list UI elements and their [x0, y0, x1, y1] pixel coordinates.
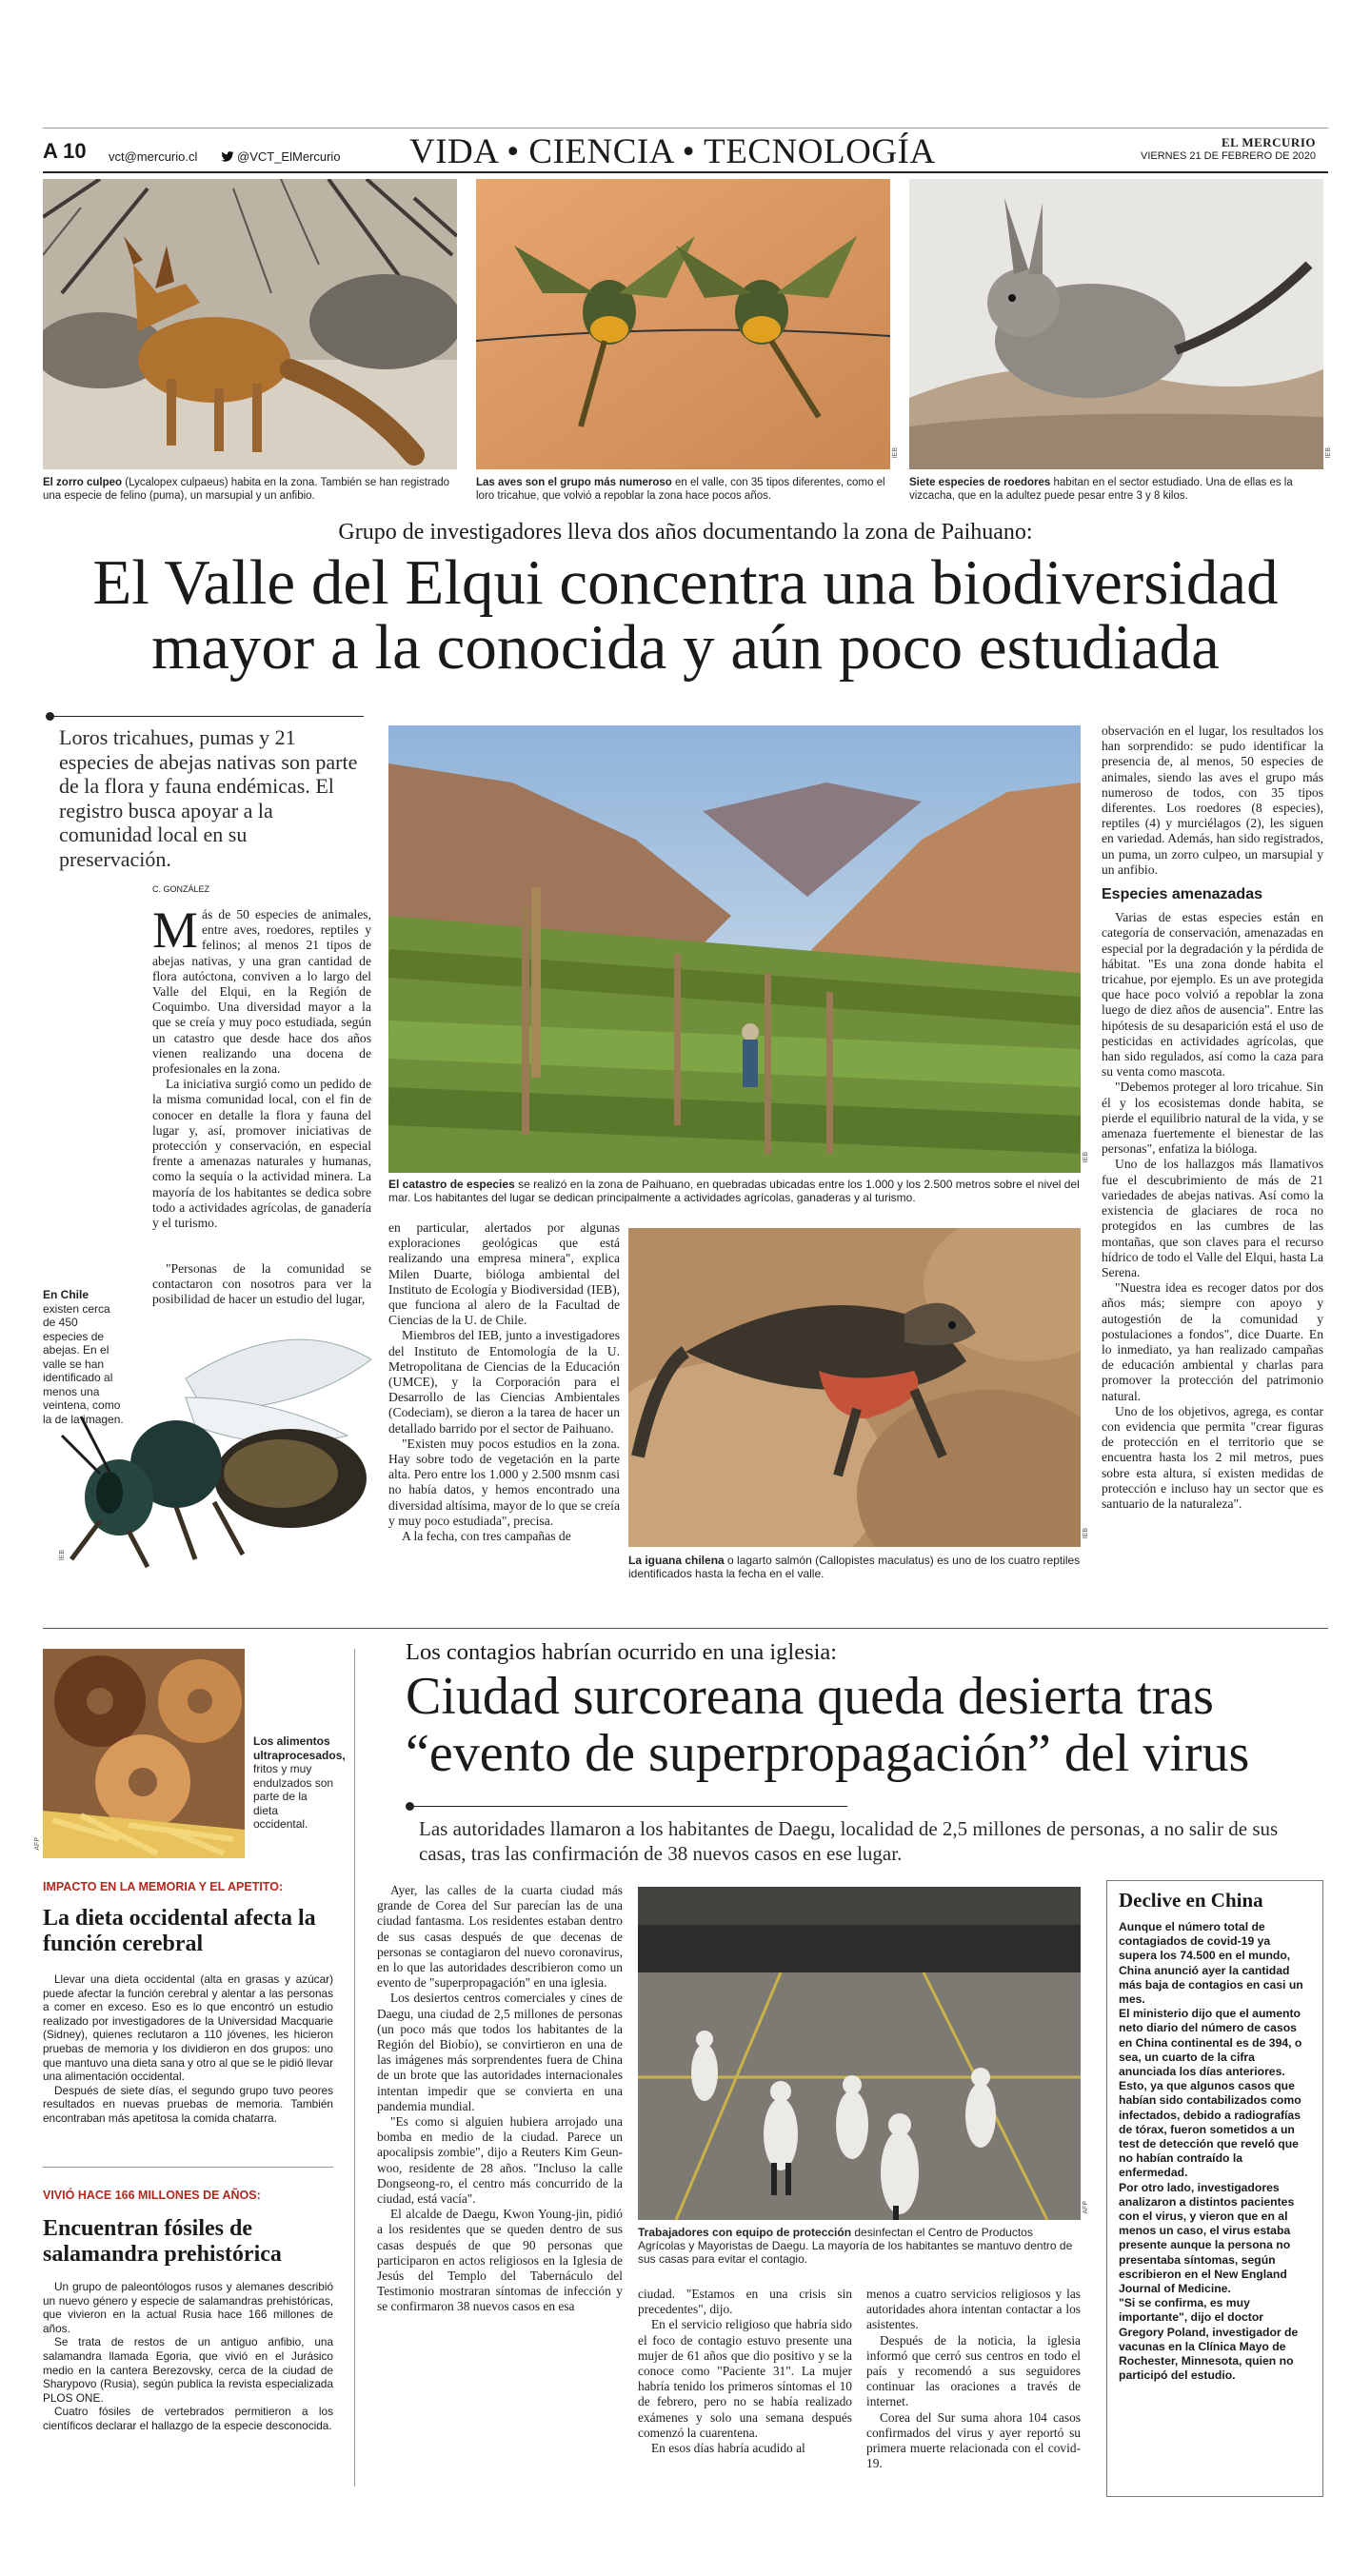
main-headline-line2: mayor a la conocida y aún poco estudiada — [151, 612, 1220, 683]
iguana-credit: IEB — [1083, 1528, 1089, 1539]
sidebar-vertical-rule — [354, 1649, 355, 2487]
deck-rule — [50, 716, 364, 717]
vizcacha-credit: IEB — [1325, 447, 1332, 459]
brief2-body: Un grupo de paleontólogos rusos y alemanes describió un nuevo género y especie de salamandras prehistóricas, que vivieron en la actual Rusia hace 166 millones de años. Se trata de restos de un antiguo anfibio, una salamandra llamada Egoria, que vivió en el Jurásico medio en la cantera Berezovsky, cerca de la ciudad de Sharypovo (Rusia), según publica la revista especializada PLOS ONE. Cuatro fósiles de vertebrados permitieron a los científicos declarar el hallazgo de la especie desconocida. — [43, 2280, 333, 2432]
daegu-photo — [638, 1887, 1081, 2220]
korea-col1: Ayer, las calles de la cuarta ciudad más grande de Corea del Sur parecían las de una ciudad fantasma. Los residentes estaban dentro de sus casas después de que decenas de personas se contagiaron del nuevo coronavirus, en lo que las autoridades describieron como un evento de "superpropagación" en una iglesia. Los desiertos centros comerciales y cines de Daegu, una ciudad de 2,5 millones de personas (un poco más que todos los habitantes de la Región del Biobío), se convirtieron en una de las imágenes más sorprendentes fuera de China de un brote que las autoridades internacionales intentan impedir que se convierta en una pandemia mundial. "Es como si alguien hubiera arrojado una bomba en medio de la ciudad. Parece un apocalipsis zombie", dijo a Reuters Kim Geun-woo, residente de 28 años. "Incluso la calle Dongseong-ro, el centro más concurrido de la ciudad, está vacía". El alcalde de Daegu, Kwon Young-jin, pidió a los residentes que se queden dentro de sus casas después de que 90 personas que participaron en actos religiosos en la Iglesia de Jesús del Templo del Tabernáculo del Testimonio mostraran síntomas de infección y se confirmaron 38 nuevos casos en esa — [377, 1883, 623, 2314]
deck-bullet — [46, 712, 54, 721]
brief1-body: Llevar una dieta occidental (alta en grasas y azúcar) puede afectar la función cerebral y alentar a las personas a comer en exceso. Eso es lo que encontró un estudio realizado por investigadores de la Universidad Macquarie (Sidney), quienes reclutaron a 110 jóvenes, les hicieron pruebas de memoria y los dividieron en dos grupos: uno que mantuvo una dieta sana y otro al que se le pidió llevar una alimentación occidental. Después de siete días, el segundo grupo tuvo peores resultados en nuevas pruebas de memoria. También encontraban más apetitosa la comida chatarra. — [43, 1972, 333, 2125]
fox-caption: El zorro culpeo (Lycalopex culpaeus) habita en la zona. También se han registrado una especie de felino (puma), un marsupial y un anfibio. — [43, 477, 450, 502]
korea-headline — [406, 1668, 1329, 1782]
china-box — [1106, 1880, 1323, 2497]
food-caption: Los alimentos ultraprocesados, fritos y muy endulzados son parte de la dieta occidental. — [253, 1734, 346, 1831]
main-headline-line1: El Valle del Elqui concentra una biodiversidad — [92, 547, 1279, 618]
korea-headline-line2: “evento de superpropagación” del virus — [406, 1724, 1250, 1783]
valley-caption: El catastro de especies se realizó en la zona de Paihuano, en quebradas ubicadas entre los 1.000 y los 2.500 metros sobre el nivel del mar. Los habitantes del lugar se dedican principalmente a actividades agrícolas, ganaderas y al turismo. — [388, 1178, 1080, 1204]
korea-kicker: Los contagios habrían ocurrido en una iglesia: — [406, 1639, 838, 1665]
bee-credit: IEB — [59, 1550, 66, 1561]
korea-headline-line1: Ciudad surcoreana queda desierta tras — [406, 1667, 1214, 1726]
main-deck: Loros tricahues, pumas y 21 especies de abejas nativas son parte de la flora y fauna endémicas. El registro busca apoyar a la comunidad local en su preservación. — [59, 725, 358, 871]
parrots-credit: IEB — [892, 447, 899, 459]
brief1-title: La dieta occidental afecta la función cerebral — [43, 1906, 316, 1956]
twitter-handle[interactable] — [221, 149, 341, 164]
main-col1: Más de 50 especies de animales, entre aves, roedores, reptiles y felinos; al menos 21 tipos de abejas nativas, y una gran cantidad de flora autóctona, conviven a lo largo del Valle del Elqui, en la Región de Coquimbo. Una diversidad mayor a la que se creía y muy poco estudiada, según un catastro que desde hace dos años vienen realizando una docena de profesionales en la zona. La iniciativa surgió como un pedido de la misma comunidad local, con el fin de conocer en detalle la flora y fauna del lugar y, así, promover iniciativas de protección y conservación, en especial frente a amenazas naturales y humanas, como la sequía o la actividad minera. La mayoría de los habitantes se dedica sobre todo a actividades agrícolas, de ganadería y el turismo. — [152, 902, 371, 1231]
main-kicker: Grupo de investigadores lleva dos años documentando la zona de Paihuano: — [338, 520, 1033, 545]
top-rule — [43, 128, 1328, 129]
parrots-photo — [476, 179, 890, 469]
email[interactable]: vct@mercurio.cl — [109, 149, 198, 164]
section-divider — [43, 1628, 1328, 1629]
main-headline — [0, 547, 1371, 683]
section-title: VIDA • CIENCIA • TECNOLOGÍA — [409, 132, 936, 171]
main-col2: en particular, alertados por algunas exploraciones geológicas que está realizando una empresa minera", explica Milen Duarte, bióloga ambiental del Instituto de Ecología y Biodiversidad (IEB), que funciona al alero de la Facultad de Ciencias de la U. de Chile. Miembros del IEB, junto a investigadores del Instituto de Entomología de la U. Metropolitana de Ciencias de la Educación (UMCE), y la Corporación para el Desarrollo de las Ciencias Ambientales (Codeciam), se dieron a la tarea de hacer un detallado barrido por el sector de Paihuano. "Existen muy pocos estudios en la zona. Hay sobre todo de vegetación en la parte alta. Pero entre los 1.000 y 2.500 msnm casi no había datos, y hemos encontrado una diversidad altísima, mayor de lo que se creía y muy poco estudiada", precisa. A la fecha, con tres campañas de — [388, 1220, 620, 1544]
twitter-label: @VCT_ElMercurio — [237, 149, 341, 164]
brief2-title: Encuentran fósiles de salamandra prehistórica — [43, 2216, 282, 2267]
subhead-especies-amenazadas: Especies amenazadas — [1102, 886, 1262, 903]
brief2-kicker: VIVIÓ HACE 166 MILLONES DE AÑOS: — [43, 2189, 261, 2202]
china-box-title: Declive en China — [1119, 1889, 1263, 1912]
daegu-caption: Trabajadores con equipo de protección desinfectan el Centro de Productos Agrícolas y Mayoristas de Daegu. La mayoría de los habitantes se mantuvo dentro de sus casas para evitar el contagio. — [638, 2226, 1073, 2266]
valley-credit: IEB — [1083, 1152, 1089, 1163]
header-rule — [43, 171, 1328, 173]
date: VIERNES 21 DE FEBRERO DE 2020 — [1140, 150, 1316, 162]
main-col4: observación en el lugar, los resultados los han sorprendido: se pudo identificar la presencia de, al menos, 50 especies de animales, siendo las aves el grupo más numeroso de todos, con 35 tipos diferentes. Los roedores (8 especies), reptiles (4) y murciélagos (2), les siguen en variedad. Además, han sido registrados, un puma, un zorro culpeo, un marsupial y un anfibio. Especies amenazadas Varias de estas especies están en categoría de conservación, amenazadas en especial por la degradación y la pérdida de hábitat. "Es una zona donde habita el tricahue, por ejemplo. Es un ave protegida que hace poco volvió a repoblar la zona luego de diez años de ausencia". Entre las hipótesis de su desaparición está el uso de pesticidas en actividades agrícolas, que han sido regulados, así como la caza para su venta como mascota. "Debemos proteger al loro tricahue. Sin él y los ecosistemas donde habita, se pierde el equilibrio natural de la vida, y se amenaza fuertemente el bienestar de las personas", enfatiza la bióloga. Uno de los hallazgos más llamativos fue el descubrimiento de más de 21 variedades de abejas nativas. Así como la existencia de glaciares de roca no protegidos en las cumbres de las montañas, que son claves para el recurso hídrico de todo el Valle del Elqui, hasta La Serena. "Nuestra idea es recoger datos por dos años más; siempre con apoyo y autogestión de la comunidad y postulaciones a fondos", dice Duarte. En lo inmediato, ya han realizado campañas de educación ambiental y charlas para promover la protección del patrimonio natural. Uno de los objetivos, agrega, es contar con evidencia que permita "crear figuras de protección en el territorio que se encuentra hasta los 2 mil metros, pues sobre esta altura, sí existen medidas de protección e incluso hay un sector que es santuario de la naturaleza". — [1102, 723, 1323, 1511]
korea-col2: ciudad. "Estamos en una crisis sin precedentes", dijo. En el servicio religioso que habría sido el foco de contagio estuvo presente una mujer de 61 años que dio positivo y se la conoce como "Paciente 31". La mujer habría tenido los primeros síntomas el 10 de febrero, pero no se había realizado exámenes y solo una semana después comenzó la cuarentena. En esos días habría acudido al — [638, 2287, 852, 2456]
korea-col3: menos a cuatro servicios religiosos y las autoridades ahora intentan contactar a los asistentes. Después de la noticia, la iglesia informó que cerró sus centros en todo el país y recomendó a sus seguidores continuar las oraciones a través de internet. Corea del Sur suma ahora 104 casos confirmados del virus y ayer reportó su primera muerte relacionada con el covid-19. — [866, 2287, 1081, 2471]
masthead: EL MERCURIO — [1221, 135, 1316, 149]
korea-deck: Las autoridades llamaron a los habitantes de Daegu, localidad de 2,5 millones de personas, a no salir de sus casas, tras las confirmación de 38 nuevos casos en ese lugar. — [419, 1817, 1279, 1865]
daegu-credit: AFP — [1083, 2201, 1089, 2214]
brief-divider — [43, 2167, 333, 2168]
page-number: A 10 — [43, 139, 87, 163]
iguana-photo — [628, 1228, 1081, 1547]
brief1-kicker: IMPACTO EN LA MEMORIA Y EL APETITO: — [43, 1880, 284, 1893]
korea-deck-rule — [409, 1806, 847, 1807]
drop-cap: M — [152, 902, 199, 959]
parrots-caption: Las aves son el grupo más numeroso en el valle, con 35 tipos diferentes, como el loro tricahue, que volvió a repoblar la zona hace pocos años. — [476, 477, 885, 502]
fox-photo — [43, 179, 457, 469]
vizcacha-photo — [909, 179, 1323, 469]
china-box-body: Aunque el número total de contagiados de covid-19 ya supera los 74.500 en el mundo, China anunció ayer la cantidad más baja de contagios en casi un mes. El ministerio dijo que el aumento neto diario del número de casos en China continental es de 394, o sea, un cuarto de la cifra anunciada los días anteriores. Esto, ya que algunos casos que habían sido contabilizados como infectados, debido a radiografías de tórax, fueron sometidos a un test de detección que reveló que no habían contraído la enfermedad. Por otro lado, investigadores analizaron a distintos pacientes con el virus, y vieron que en al menos un caso, el virus estaba presente aunque la persona no presentaba síntomas, según escribieron en el New England Journal of Medicine. "Si se confirma, es muy importante", dijo el doctor Gregory Poland, investigador de vacunas en la Clínica Mayo de Rochester, Minnesota, quien no participó del estudio. — [1119, 1920, 1303, 2383]
korea-deck-bullet — [406, 1802, 414, 1811]
main-col1-end: "Personas de la comunidad se contactaron con nosotros para ver la posibilidad de hacer un estudio del lugar, — [152, 1261, 371, 1307]
byline: C. GONZÁLEZ — [152, 884, 210, 894]
twitter-icon — [221, 150, 234, 161]
vizcacha-caption: Siete especies de roedores habitan en el sector estudiado. Una de ellas es la vizcacha, que en la adultez puede pesar entre 3 y 8 kilos. — [909, 477, 1293, 502]
valley-photo — [388, 725, 1081, 1173]
iguana-caption: La iguana chilena o lagarto salmón (Callopistes maculatus) es uno de los cuatro reptiles identificados hasta la fecha en el valle. — [628, 1554, 1081, 1580]
bee-caption: En Chile existen cerca de 450 especies de abejas. En el valle se han identificado al menos una veintena, como la de la imagen. — [43, 1288, 124, 1426]
food-credit: AFP — [34, 1837, 41, 1851]
food-photo — [43, 1649, 245, 1858]
